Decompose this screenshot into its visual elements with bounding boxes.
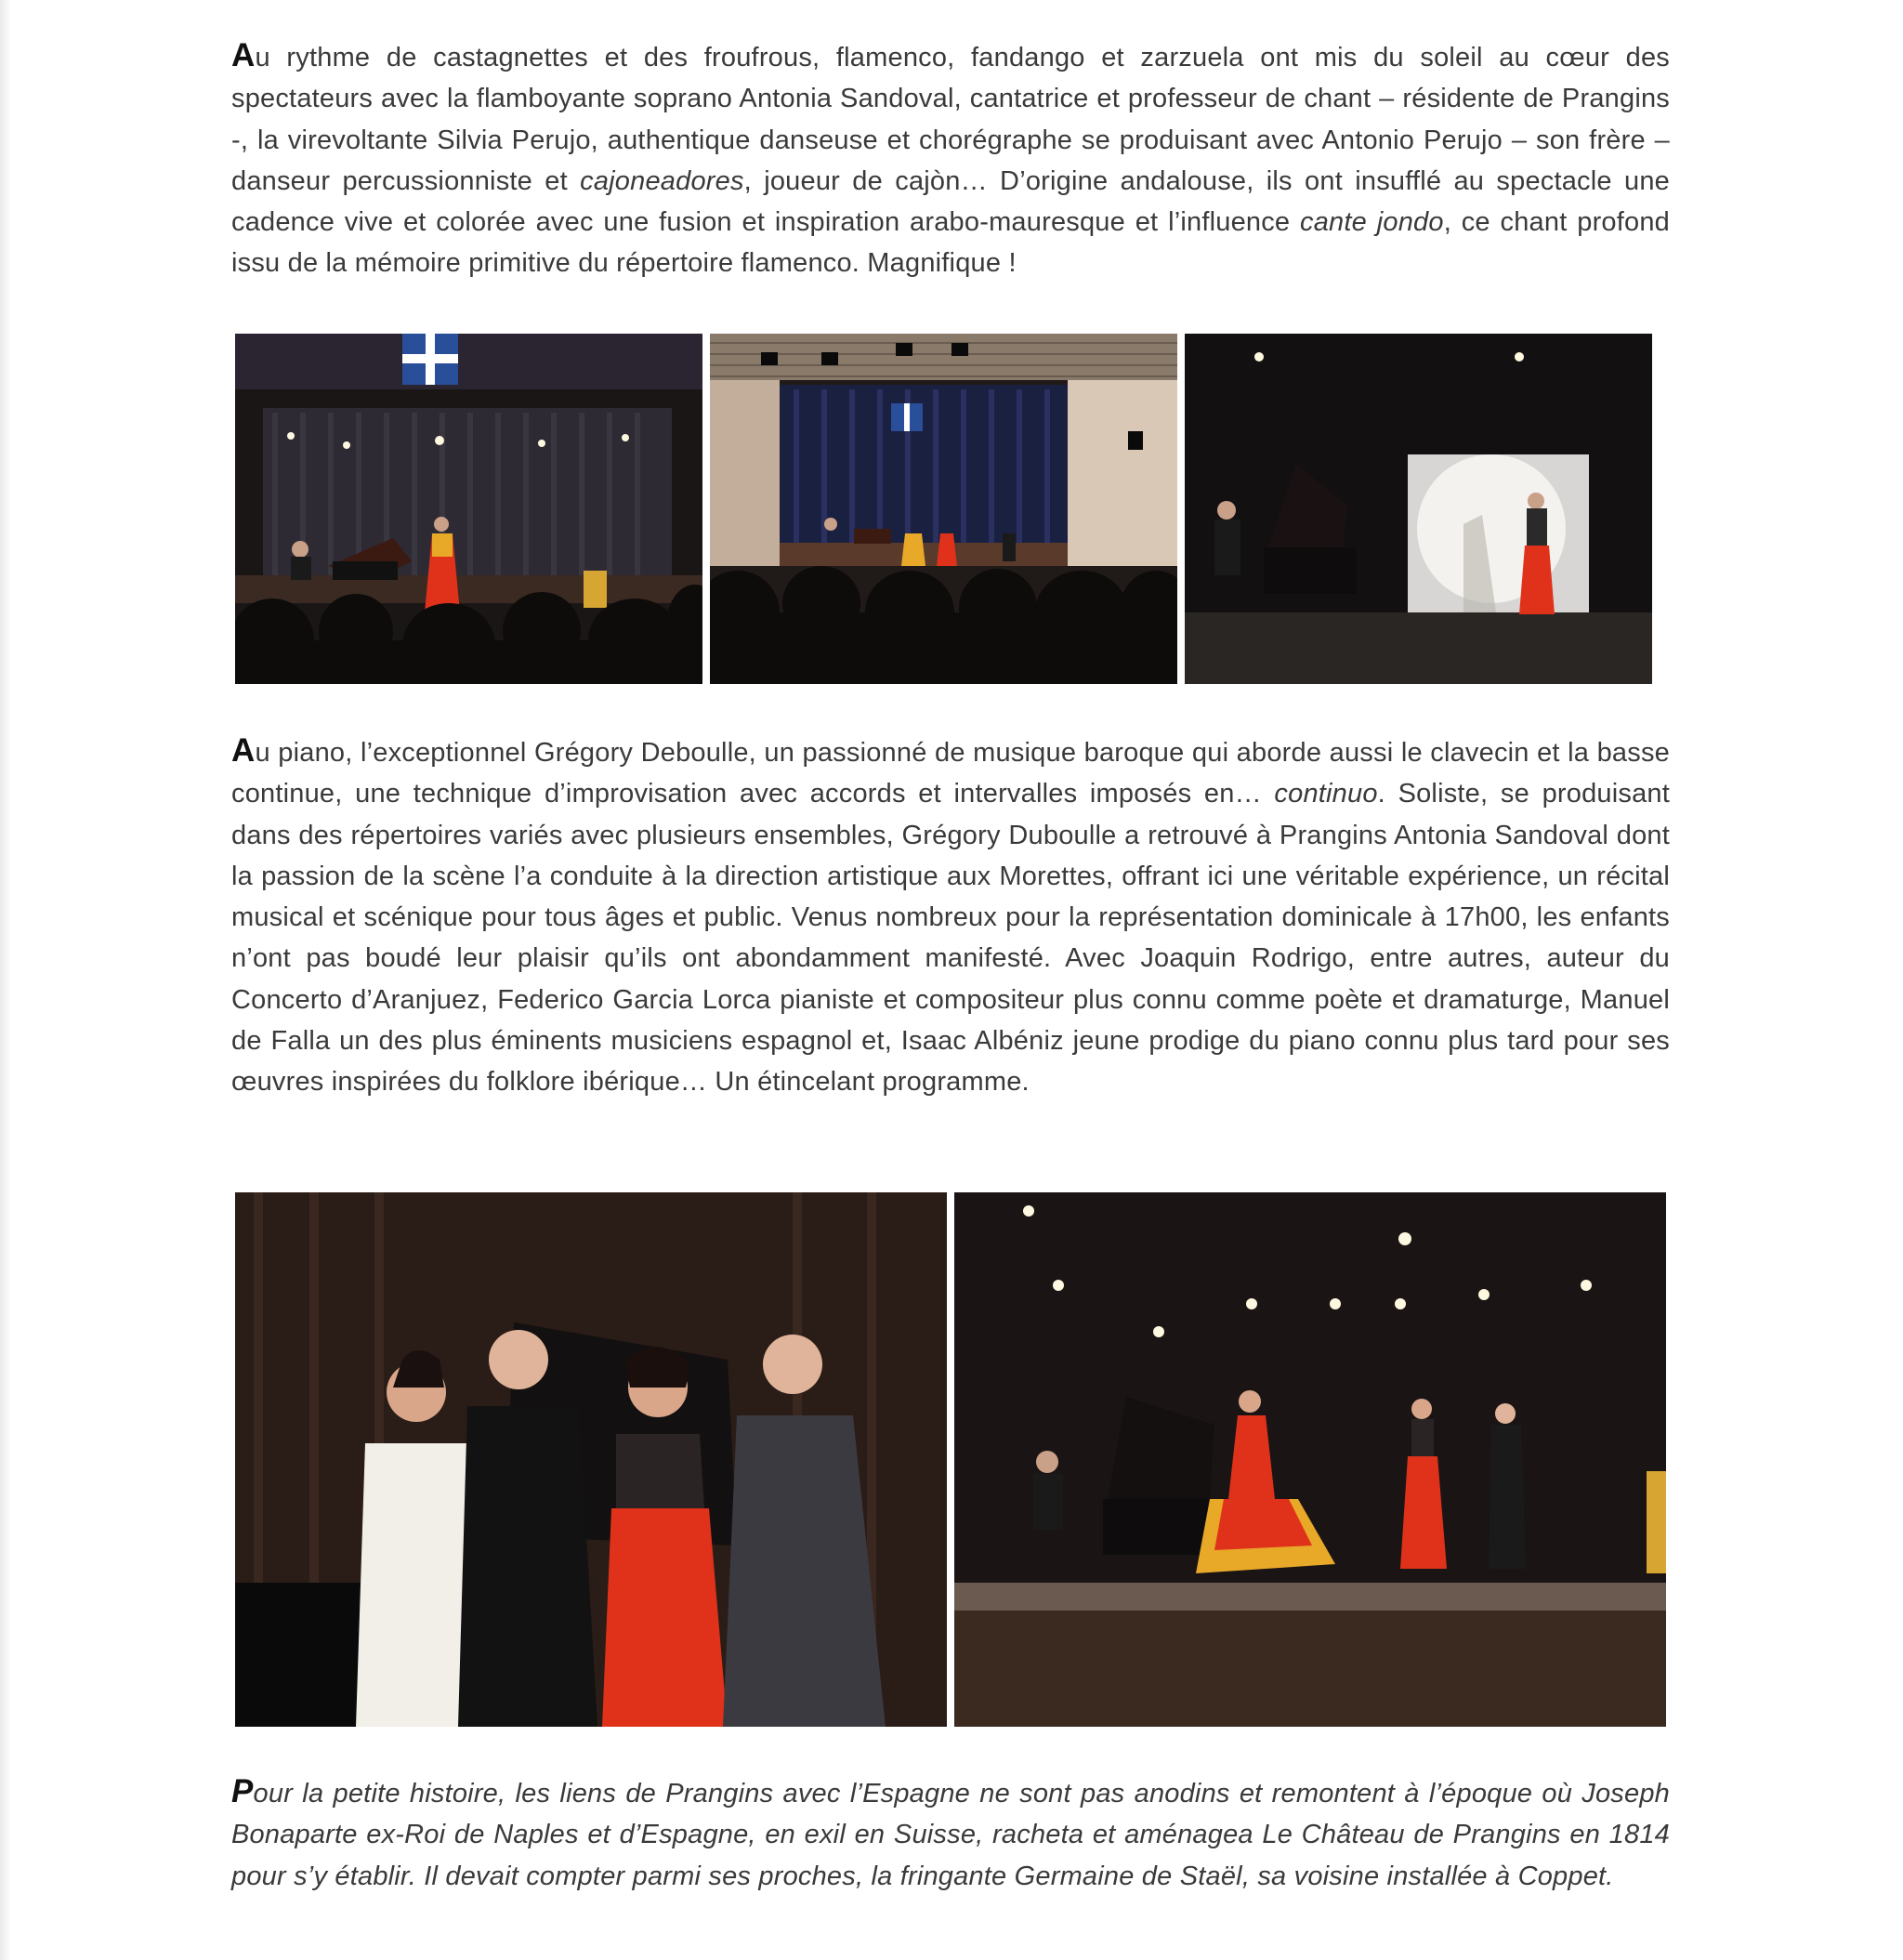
text-run: u rythme de castagnettes et des froufrous, flamenco, fandango et zarzuela ont mis du soleil au cœur des spectateurs avec la flamboyante soprano Antonia Sandoval, cantatrice et professeur de chant – résidente de Prangins -, la virevoltante Silvia Perujo, authentique danseuse et chorégraphe se produisant avec Antonio Perujo – son frère – danseur percussionniste et [231, 43, 1670, 196]
concert-photo-3 [1185, 334, 1652, 684]
text-run: , ce chant profond issu de la mémoire primitive du répertoire flamenco. Magnifique ! [231, 207, 1670, 279]
concert-photo-2 [710, 334, 1177, 684]
drop-cap: A [231, 37, 256, 73]
drop-cap: A [231, 732, 256, 769]
emphasis-text: cante jondo [1300, 207, 1444, 238]
concert-photo-1 [235, 334, 702, 684]
paragraph-text [231, 35, 1670, 284]
paragraph-text [231, 730, 1670, 1103]
page-edge-shade [0, 0, 11, 1960]
emphasis-text: cajoneadores [580, 165, 744, 196]
text-run: u piano, l’exceptionnel Grégory Deboulle, un passionné de musique baroque qui aborde aussi le clavecin et la basse continue, une technique d’improvisation avec accords et intervalles imposés en… [231, 738, 1670, 809]
drop-cap: P [231, 1773, 254, 1809]
emphasis-text: continuo [1274, 779, 1378, 809]
article-paragraph-2 [231, 730, 1670, 1103]
article-paragraph-1 [231, 35, 1670, 284]
flamenco-performance-photo [954, 1192, 1666, 1727]
text-run: our la petite histoire, les liens de Prangins avec l’Espagne ne sont pas anodins et remontent à l’époque où Joseph Bonaparte ex-Roi de Naples et d’Espagne, en exil en Suisse, racheta et aménagea Le Château de Prangins en 1814 pour s’y établir. Il devait compter parmi ses proches, la fringante Germaine de Staël, sa voisine installée à Coppet. [231, 1779, 1670, 1891]
paragraph-text [231, 1771, 1670, 1897]
text-run: . Soliste, se produisant dans des répertoires variés avec plusieurs ensembles, Grégory Duboulle a retrouvé à Prangins Antonia Sandoval dont la passion de la scène l’a conduite à la direction artistique aux Morettes, offrant ici une véritable expérience, un récital musical et scénique pour tous âges et public. Venus nombreux pour la représentation dominicale à 17h00, les enfants n’ont pas boudé leur plaisir qu’ils ont abondamment manifesté. Avec Joaquin Rodrigo, entre autres, auteur du Concerto d’Aranjuez, Federico Garcia Lorca pianiste et compositeur plus connu comme poète et dramaturge, Manuel de Falla un des plus éminents musiciens espagnol et, Isaac Albéniz jeune prodige du piano connu plus tard pour ses œuvres inspirées du folklore ibérique… Un étincelant programme. [231, 779, 1670, 1098]
text-run: , joueur de cajòn… D’origine andalouse, ils ont insufflé au spectacle une cadence vive et colorée avec une fusion et inspiration arabo-mauresque et l’influence [231, 165, 1670, 238]
article-paragraph-3 [231, 1771, 1670, 1897]
artists-group-photo [235, 1192, 947, 1727]
